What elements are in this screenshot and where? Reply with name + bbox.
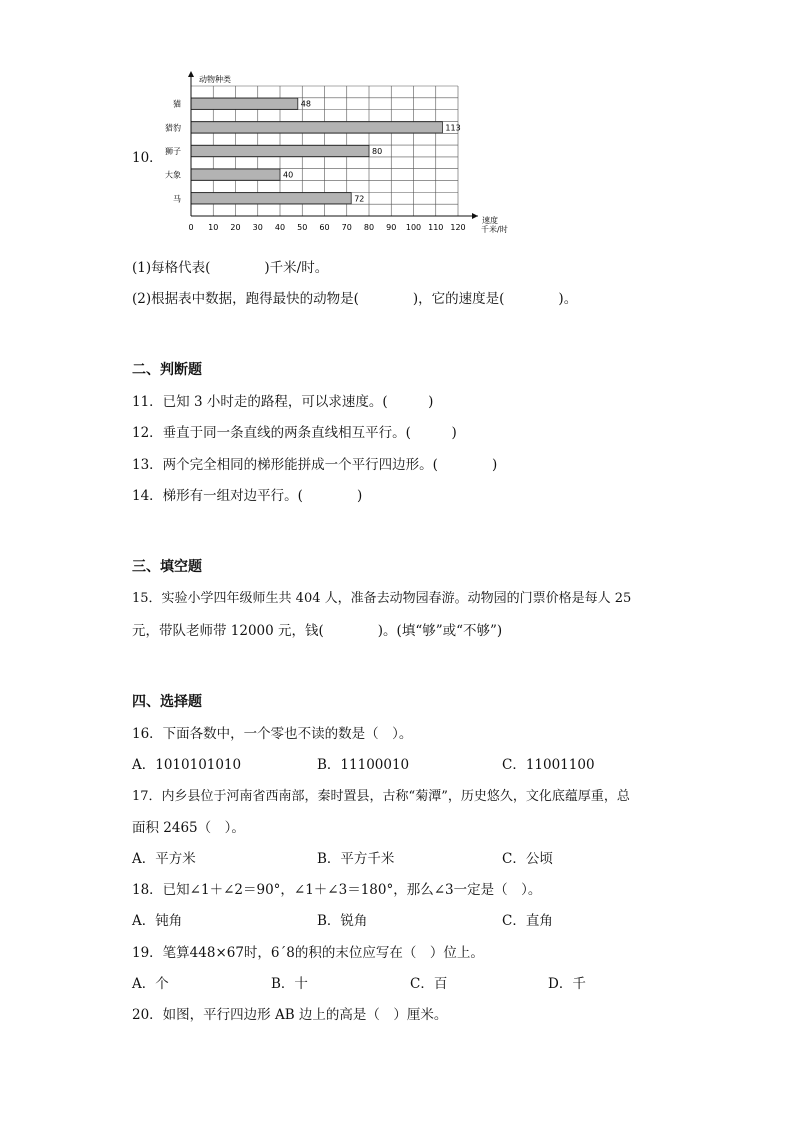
q19-option-b[interactable]: B．十 [271, 976, 308, 992]
data-label: 48 [300, 99, 311, 109]
chart-bars [191, 98, 442, 204]
q17-option-b[interactable]: B．平方千米 [317, 851, 395, 867]
y-axis-arrow [188, 71, 194, 77]
x-tick-label: 90 [386, 223, 397, 232]
q17-line2: 面积 2465（ ）。 [132, 820, 245, 836]
x-tick-label: 50 [297, 223, 308, 232]
q10-number: 10． [132, 150, 163, 166]
q17-line1: 17．内乡县位于河南省西南部，秦时置县，古称“菊潭”，历史悠久，文化底蕴厚重，总 [132, 789, 630, 804]
q10-sub2: (2)根据表中数据，跑得最快的动物是( )，它的速度是( )。 [132, 291, 578, 307]
x-tick-label: 100 [405, 223, 422, 232]
x-tick-label: 30 [252, 223, 263, 232]
q18-option-b[interactable]: B．锐角 [317, 913, 368, 929]
category-label: 猎豹 [165, 123, 181, 133]
data-label: 40 [283, 170, 294, 180]
bar [191, 122, 442, 133]
x-tick-label: 60 [319, 223, 330, 232]
q17-option-a[interactable]: A．平方米 [132, 851, 196, 867]
x-tick-label: 80 [363, 223, 375, 232]
data-label: 113 [445, 123, 461, 133]
q19-option-d[interactable]: D．千 [548, 976, 586, 992]
bar [191, 145, 369, 156]
q15-line2: 元，带队老师带 12000 元，钱( )。(填“够”或“不够”) [132, 623, 503, 639]
category-label: 大象 [165, 170, 181, 180]
y-axis-label: 动物种类 [199, 75, 231, 84]
q16: 16．下面各数中，一个零也不读的数是（ ）。 [132, 726, 413, 742]
q13: 13．两个完全相同的梯形能拼成一个平行四边形。( ) [132, 457, 498, 473]
x-axis-label-top: 速度 [482, 216, 498, 225]
bar [191, 169, 280, 180]
q16-option-b[interactable]: B．11100010 [317, 757, 410, 773]
x-tick-label: 20 [230, 223, 241, 232]
q20: 20．如图，平行四边形 AB 边上的高是（ ）厘米。 [132, 1007, 448, 1023]
q14: 14．梯形有一组对边平行。( ) [132, 488, 363, 504]
x-tick-label: 40 [274, 223, 286, 232]
x-tick-label: 10 [208, 223, 219, 232]
chart-category-labels [165, 99, 181, 204]
section4-title: 四、选择题 [132, 694, 202, 710]
q11: 11．已知 3 小时走的路程，可以求速度。( ) [132, 394, 434, 410]
x-tick-label: 110 [428, 223, 444, 232]
q15-line1: 15．实验小学四年级师生共 404 人，准备去动物园春游。动物园的门票价格是每人 25 [132, 591, 632, 606]
q19: 19．笔算448×67时，6´8的积的末位应写在（ ）位上。 [132, 945, 484, 961]
speed-bar-chart [160, 68, 508, 240]
q12: 12．垂直于同一条直线的两条直线相互平行。( ) [132, 425, 457, 441]
bar [191, 98, 298, 109]
data-label: 80 [372, 147, 383, 156]
q19-option-c[interactable]: C．百 [410, 976, 448, 992]
chart-tick-labels [188, 223, 465, 232]
section3-title: 三、填空题 [132, 559, 202, 575]
q16-option-a[interactable]: A．1010101010 [132, 757, 242, 773]
data-label: 72 [354, 194, 365, 204]
category-label: 狮子 [165, 147, 181, 156]
q18: 18．已知∠1＋∠2＝90°，∠1＋∠3＝180°，那么∠3一定是（ ）。 [132, 882, 542, 898]
bar [191, 193, 351, 204]
category-label: 猫 [173, 99, 181, 109]
category-label: 马 [173, 194, 181, 204]
x-axis-label-bottom: 千米/时 [481, 225, 508, 234]
x-axis-arrow [472, 213, 478, 219]
q18-option-c[interactable]: C．直角 [502, 913, 553, 929]
section2-title: 二、判断题 [132, 362, 202, 378]
q18-option-a[interactable]: A．钝角 [132, 913, 183, 929]
x-tick-label: 120 [450, 223, 466, 232]
x-tick-label: 0 [188, 223, 194, 232]
q17-option-c[interactable]: C．公顷 [502, 851, 553, 867]
q10-sub1: (1)每格代表( )千米/时。 [132, 260, 329, 276]
x-tick-label: 70 [341, 223, 352, 232]
q19-option-a[interactable]: A．个 [132, 976, 169, 992]
q16-option-c[interactable]: C．11001100 [502, 757, 595, 773]
